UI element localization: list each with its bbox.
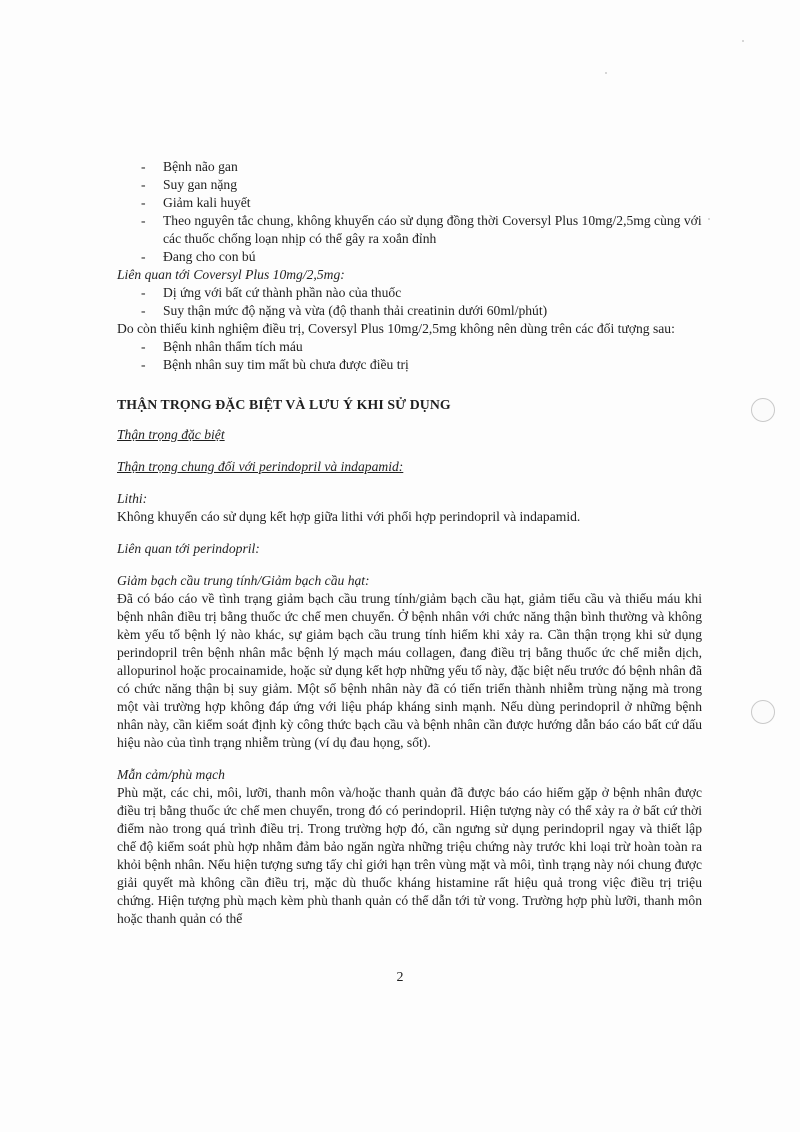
lithium-paragraph: Không khuyến cáo sử dụng kết hợp giữa lithi với phối hợp perindopril và indapamid. bbox=[117, 509, 581, 524]
neutropenia-title: Giảm bạch cầu trung tính/Giảm bạch cầu hạt: bbox=[117, 573, 370, 588]
punch-hole-bottom bbox=[751, 700, 775, 724]
list-item: - Suy gan nặng bbox=[117, 176, 702, 194]
general-caution-heading: Thận trọng chung đối với perindopril và indapamid: bbox=[117, 459, 404, 474]
coversyl-heading: Liên quan tới Coversyl Plus 10mg/2,5mg: bbox=[117, 267, 345, 282]
list-item: - Dị ứng với bất cứ thành phần nào của thuốc bbox=[117, 284, 702, 302]
contraindications-list bbox=[117, 158, 702, 266]
inexperience-list bbox=[117, 338, 702, 374]
list-item: - Theo nguyên tắc chung, không khuyến cáo sử dụng đồng thời Coversyl Plus 10mg/2,5mg cùng với các thuốc chống loạn nhịp có thể gây ra xoắn đỉnh bbox=[117, 212, 702, 248]
list-item: - Đang cho con bú bbox=[117, 248, 702, 266]
angioedema-paragraph: Phù mặt, các chi, môi, lưỡi, thanh môn và/hoặc thanh quản đã được báo cáo hiếm gặp ở bệnh nhân được điều trị bằng thuốc ức chế men chuyển, trong đó có perindopril. Hiện tượng này có thể xảy ra ở bất cứ thời điểm nào trong quá trình điều trị. Trong trường hợp đó, cần ngưng sử dụng perindopril ngay và thiết lập chế độ kiểm soát phù hợp nhằm đảm bảo ngăn ngừa những triệu chứng này trước khi loại trừ hoàn toàn ra khỏi bệnh nhân. Nếu hiện tượng sưng tấy chỉ giới hạn trên vùng mặt và môi, tình trạng này nói chung được giải quyết mà không cần điều trị, mặc dù thuốc kháng histamine rất hiệu quả trong việc điều trị triệu chứng. Hiện tượng phù mạch kèm phù thanh quản có thể dẫn tới tử vong. Trường hợp phù lưỡi, thanh môn hoặc thanh quản có thể bbox=[117, 785, 702, 926]
punch-hole-top bbox=[751, 398, 775, 422]
scan-speck bbox=[708, 218, 710, 220]
special-caution-heading: Thận trọng đặc biệt bbox=[117, 427, 225, 442]
document-body bbox=[117, 158, 702, 928]
section-heading: THẬN TRỌNG ĐẶC BIỆT VÀ LƯU Ý KHI SỬ DỤNG bbox=[117, 397, 451, 412]
list-item: - Bệnh nhân suy tim mất bù chưa được điều trị bbox=[117, 356, 702, 374]
scan-speck bbox=[742, 40, 744, 42]
inexperience-paragraph: Do còn thiếu kinh nghiệm điều trị, Coversyl Plus 10mg/2,5mg không nên dùng trên các đối tượng sau: bbox=[117, 321, 675, 336]
page-number: 2 bbox=[396, 970, 404, 985]
angioedema-title: Mẫn cảm/phù mạch bbox=[117, 767, 225, 782]
neutropenia-paragraph: Đã có báo cáo về tình trạng giảm bạch cầu trung tính/giảm bạch cầu hạt, giảm tiểu cầu và thiếu máu khi bệnh nhân điều trị bằng thuốc ức chế men chuyển. Ở bệnh nhân với chức năng thận bình thường và không kèm yếu tố bệnh lý nào khác, sự giảm bạch cầu trung tính hiếm khi xảy ra. Cần thận trọng khi sử dụng perindopril trên bệnh nhân mắc bệnh lý mạch máu collagen, đang điều trị bằng thuốc ức chế miễn dịch, allopurinol hoặc procainamide, hoặc sử dụng kết hợp những yếu tố này, đặc biệt nếu trước đó bệnh nhân đã có chức năng thận bị suy giảm. Một số bệnh nhân này đã có tiến triển thành nhiễm trùng nặng mà trong một vài trường hợp không đáp ứng với liệu pháp kháng sinh mạnh. Nếu dùng perindopril ở những bệnh nhân này, cần kiểm soát định kỳ công thức bạch cầu và bệnh nhân cần được hướng dẫn báo cáo bất cứ dấu hiệu nào của tình trạng nhiễm trùng (ví dụ đau họng, sốt). bbox=[117, 591, 702, 750]
scan-speck bbox=[605, 72, 607, 74]
list-item: - Bệnh não gan bbox=[117, 158, 702, 176]
perindopril-heading: Liên quan tới perindopril: bbox=[117, 541, 260, 556]
list-item: - Bệnh nhân thẩm tích máu bbox=[117, 338, 702, 356]
list-item: - Suy thận mức độ nặng và vừa (độ thanh thải creatinin dưới 60ml/phút) bbox=[117, 302, 702, 320]
lithium-title: Lithi: bbox=[117, 491, 148, 506]
coversyl-list bbox=[117, 284, 702, 320]
list-item: - Giảm kali huyết bbox=[117, 194, 702, 212]
